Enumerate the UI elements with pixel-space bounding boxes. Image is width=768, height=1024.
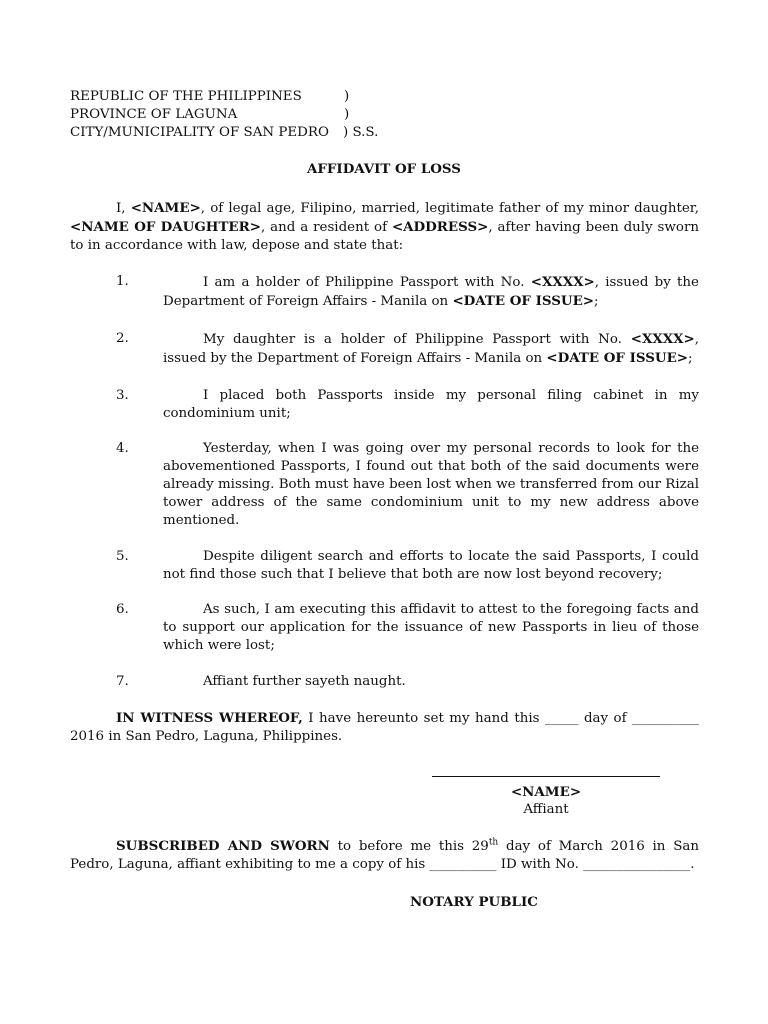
venue-block	[70, 88, 400, 142]
venue-republic: REPUBLIC OF THE PHILIPPINES	[70, 89, 302, 104]
venue-paren: )	[344, 107, 350, 122]
statement-item	[0, 440, 768, 530]
jurat-paragraph	[70, 837, 699, 874]
item-number: 5.	[116, 549, 129, 564]
affiant-signature-name: <NAME>	[510, 784, 582, 800]
item-text: Affiant further sayeth naught.	[203, 674, 406, 689]
statement-item	[0, 548, 768, 584]
address-placeholder: <ADDRESS>	[391, 219, 489, 235]
item-number: 1.	[116, 274, 129, 289]
venue-line	[70, 106, 400, 124]
statement-item	[0, 601, 768, 655]
item-number: 3.	[116, 388, 129, 403]
item-text: I placed both Passports inside my personal filing cabinet in my condominium unit;	[163, 388, 699, 421]
daughter-name-placeholder: <NAME OF DAUGHTER>	[70, 219, 261, 235]
item-text	[163, 330, 699, 368]
item-text-part: ;	[594, 294, 599, 309]
statement-item	[0, 330, 768, 368]
venue-line	[70, 88, 400, 106]
item-text-part: , issued by the Department of Foreign Affairs - Manila on	[163, 332, 699, 366]
item-number: 2.	[116, 331, 129, 346]
ordinal-suffix: th	[488, 837, 499, 848]
intro-text: I,	[116, 201, 131, 216]
intro-paragraph	[70, 199, 699, 255]
witness-text: I have hereunto set my hand this _____ day of __________ 2016 in San Pedro, Laguna, Philippines.	[70, 711, 699, 744]
jurat-text: day of March 2016 in San Pedro, Laguna, affiant exhibiting to me a copy of his __________ ID with No. ________________.	[70, 839, 699, 872]
venue-paren: )	[344, 89, 350, 104]
witness-heading: IN WITNESS WHEREOF,	[116, 710, 303, 726]
item-text-part: , issued by the Department of Foreign Affairs - Manila on	[163, 275, 699, 309]
item-number: 4.	[116, 441, 129, 456]
statement-item	[0, 387, 768, 423]
jurat-text: to before me this 29	[329, 839, 489, 854]
affiant-name-placeholder: <NAME>	[130, 200, 201, 216]
notary-public-label: NOTARY PUBLIC	[410, 894, 538, 910]
item-text	[163, 273, 699, 311]
intro-text: , and a resident of	[260, 220, 392, 235]
signature-line	[432, 776, 660, 777]
statement-item	[0, 673, 768, 691]
date-of-issue-placeholder: <DATE OF ISSUE>	[452, 293, 595, 309]
venue-ss: ) S.S.	[343, 125, 379, 140]
item-number: 6.	[116, 602, 129, 617]
passport-number-placeholder: <XXXX>	[530, 274, 595, 290]
intro-text: , after having been duly sworn to in accordance with law, depose and state that:	[70, 220, 699, 253]
venue-line	[70, 124, 400, 142]
venue-province: PROVINCE OF LAGUNA	[70, 107, 238, 122]
item-text-part: ;	[688, 351, 693, 366]
statement-item	[0, 273, 768, 311]
witness-paragraph	[70, 709, 699, 746]
item-number: 7.	[116, 674, 129, 689]
item-text-part: My daughter is a holder of Philippine Passport with No.	[203, 332, 631, 347]
passport-number-placeholder: <XXXX>	[630, 331, 695, 347]
jurat-heading: SUBSCRIBED AND SWORN	[116, 838, 330, 854]
item-text-part: I am a holder of Philippine Passport with No.	[203, 275, 531, 290]
document-title: AFFIDAVIT OF LOSS	[307, 161, 461, 177]
item-text: Yesterday, when I was going over my personal records to look for the abovementioned Passports, I found out that both of the said documents were already missing. Both must have been lost when we transferred from our Rizal tower address of the same condominium unit to my new address above mentioned.	[163, 441, 699, 528]
item-text: As such, I am executing this affidavit to attest to the foregoing facts and to support our application for the issuance of new Passports in lieu of those which were lost;	[163, 602, 699, 653]
date-of-issue-placeholder: <DATE OF ISSUE>	[546, 350, 688, 366]
intro-text: , of legal age, Filipino, married, legitimate father of my minor daughter,	[200, 201, 699, 216]
item-text: Despite diligent search and efforts to locate the said Passports, I could not find those such that I believe that both are now lost beyond recovery;	[163, 549, 699, 582]
affiant-label: Affiant	[523, 802, 569, 817]
venue-city: CITY/MUNICIPALITY OF SAN PEDRO	[70, 125, 329, 140]
